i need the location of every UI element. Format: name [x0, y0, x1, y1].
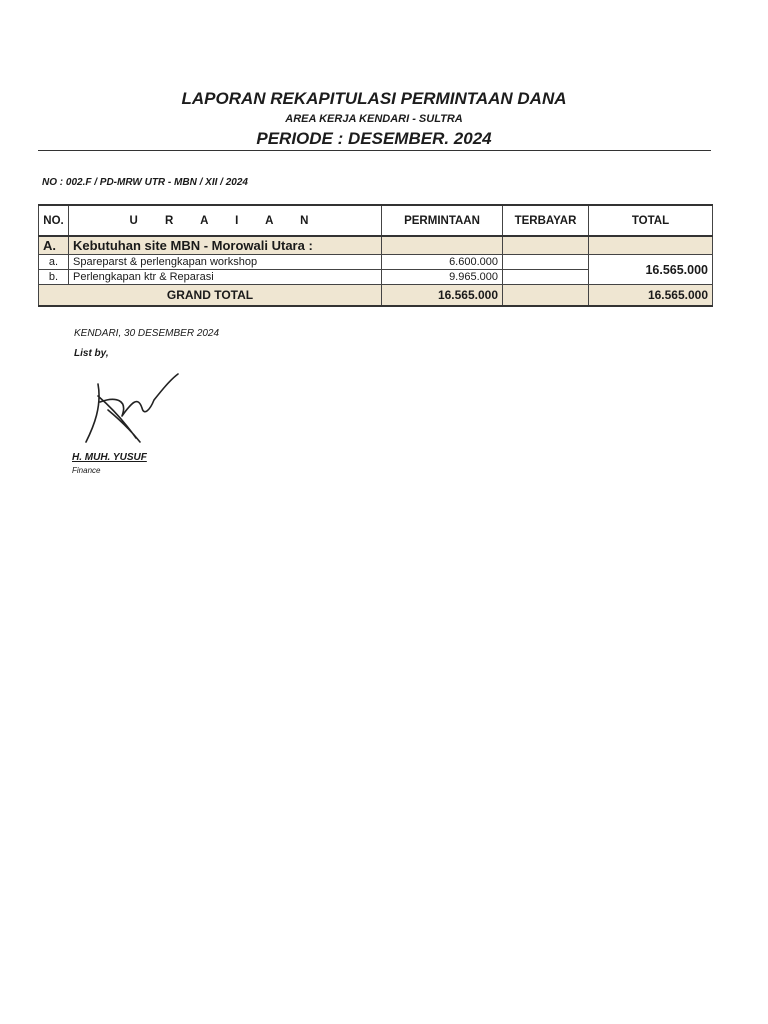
section-label: Kebutuhan site MBN - Morowali Utara : [69, 236, 382, 255]
row-no: a. [39, 255, 69, 270]
column-header-total: TOTAL [589, 205, 713, 236]
row-uraian: Perlengkapan ktr & Reparasi [69, 270, 382, 285]
section-row [39, 236, 713, 255]
signature-image [78, 366, 188, 450]
row-permintaan: 9.965.000 [382, 270, 503, 285]
grand-total-row [39, 285, 713, 307]
list-by-label: List by, [74, 348, 109, 359]
place-date: KENDARI, 30 DESEMBER 2024 [74, 328, 220, 339]
document-number: NO : 002.F / PD-MRW UTR - MBN / XII / 2024 [42, 177, 248, 188]
section-no: A. [39, 236, 69, 255]
column-header-no: NO. [39, 205, 69, 236]
grand-total-value: 16.565.000 [589, 285, 713, 307]
report-title: LAPORAN REKAPITULASI PERMINTAAN DANA [181, 89, 567, 108]
table-header-row [39, 205, 713, 236]
column-header-permintaan: PERMINTAAN [382, 205, 503, 236]
rekap-table [38, 204, 713, 307]
grand-total-permintaan: 16.565.000 [382, 285, 503, 307]
column-header-terbayar: TERBAYAR [503, 205, 589, 236]
report-period: PERIODE : DESEMBER. 2024 [256, 129, 492, 148]
row-terbayar [503, 255, 589, 270]
table-row [39, 255, 713, 270]
row-uraian: Spareparst & perlengkapan workshop [69, 255, 382, 270]
grand-total-label: GRAND TOTAL [39, 285, 382, 307]
grand-total-terbayar [503, 285, 589, 307]
row-terbayar [503, 270, 589, 285]
signer-role: Finance [72, 466, 101, 475]
report-subtitle: AREA KERJA KENDARI - SULTRA [285, 113, 463, 125]
signer-name: H. MUH. YUSUF [72, 452, 147, 463]
section-total: 16.565.000 [589, 255, 713, 285]
row-permintaan: 6.600.000 [382, 255, 503, 270]
column-header-uraian: U R A I A N [69, 205, 382, 236]
header-divider [38, 150, 711, 151]
row-no: b. [39, 270, 69, 285]
